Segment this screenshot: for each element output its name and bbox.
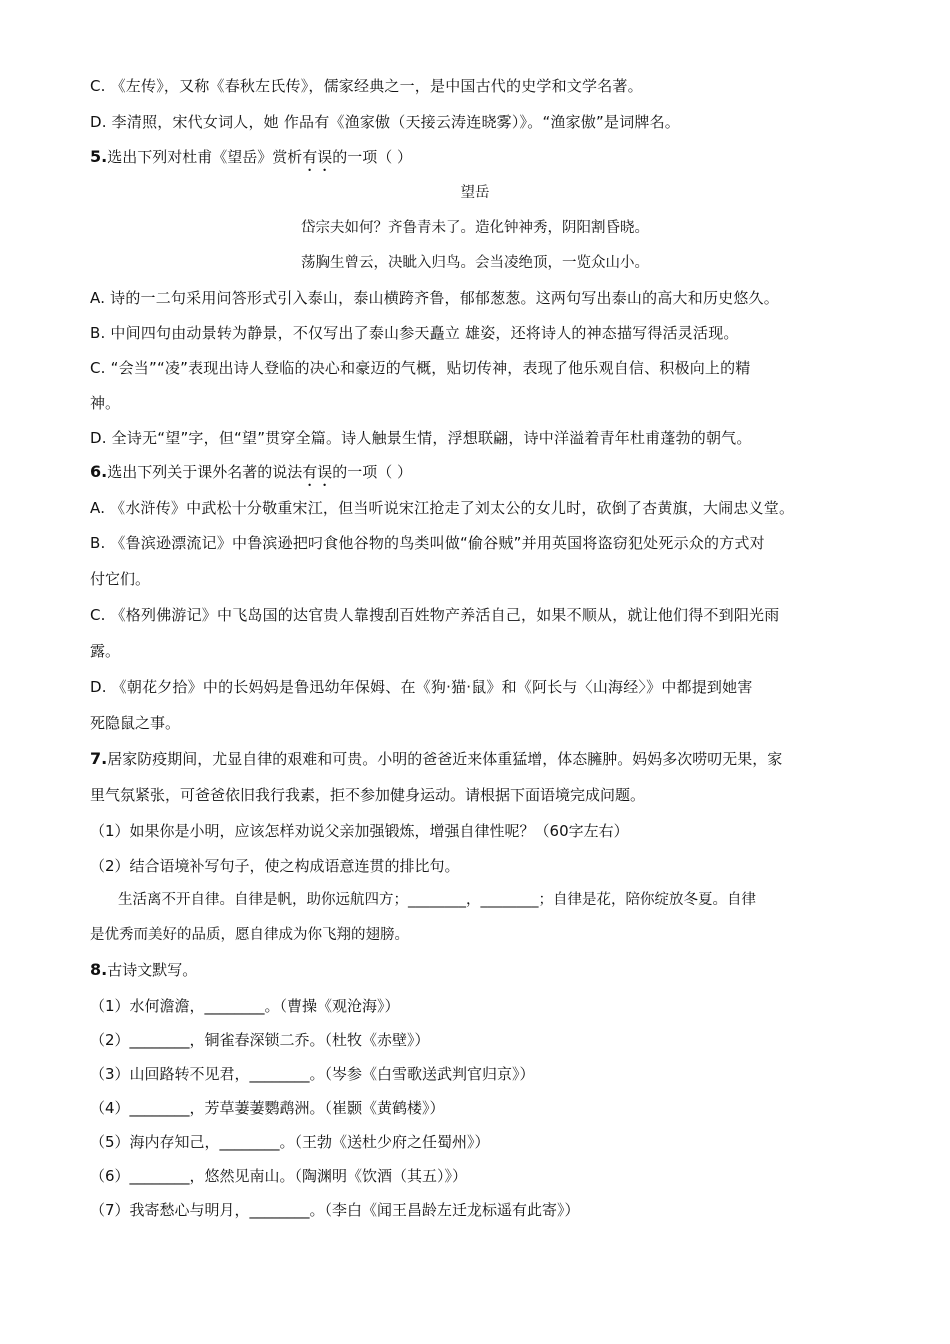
q5-option-d: D. 全诗无“望”字，但“望”贯穿全篇。诗人触景生情，浮想联翩，诗中洋溢着青年杜甫蓬勃的朝气。 [90,429,752,447]
q8-item-3: （3）山回路转不见君，________。（岑参《白雪歌送武判官归京》） [90,1065,535,1083]
q8-stem [90,959,870,981]
q7-stem-text1: 居家防疫期间，尤显自律的艰难和可贵。小明的爸爸近来体重猛增，体态臃肿。妈妈多次唠叨无果，家 [107,750,783,768]
q8-item-7: （7）我寄愁心与明月，________。（李白《闻王昌龄左迁龙标遥有此寄》） [90,1201,580,1219]
poem-line-2: 荡胸生曾云，决眦入归鸟。会当凌绝顶，一览众山小。 [301,255,649,271]
q7-passage-line1: 生活离不开自律。自律是帆，助你远航四方；________，________；自律是花，陪你绽放冬夏。自律 [118,892,756,908]
q6-option-a: A. 《水浒传》中武松十分敬重宋江，但当听说宋江抢走了刘太公的女儿时，砍倒了杏黄旗，大闹忠义堂。 [90,499,795,517]
poem-line-1: 岱宗夫如何？齐鲁青未了。造化钟神秀，阴阳割昏晓。 [301,220,649,236]
q4-option-c: C. 《左传》，又称《春秋左氏传》，儒家经典之一，是中国古代的史学和文学名著。 [90,77,643,95]
q8-item-2: （2）________，铜雀春深锁二乔。（杜牧《赤壁》） [90,1031,430,1049]
q5-option-a: A. 诗的一二句采用问答形式引入泰山，泰山横跨齐鲁，郁郁葱葱。这两句写出泰山的高大和历史悠久。 [90,289,779,307]
q6-number: 6. [90,462,108,481]
q5-stem-post: 的一项（ ） [332,148,413,166]
q7-sub-1: （1）如果你是小明，应该怎样劝说父亲加强锻炼，增强自律性呢？（60字左右） [90,822,629,840]
q6-option-b-line1: B. 《鲁滨逊漂流记》中鲁滨逊把叼食他谷物的鸟类叫做“偷谷贼”并用英国将盗窃犯处死示众的方式对 [90,534,765,552]
q6-option-c-line1: C. 《格列佛游记》中飞岛国的达官贵人靠搜刮百姓物产养活自己，如果不顺从，就让他们得不到阳光雨 [90,606,780,624]
q8-number: 8. [90,960,108,979]
q8-item-1: （1）水何澹澹，________。（曹操《观沧海》） [90,997,400,1015]
q8-item-5: （5）海内存知己，________。（王勃《送杜少府之任蜀州》） [90,1133,490,1151]
q7-sub-2: （2）结合语境补写句子，使之构成语意连贯的排比句。 [90,857,460,875]
q6-option-d-line1: D. 《朝花夕拾》中的长妈妈是鲁迅幼年保姆、在《狗·猫·鼠》和《阿长与〈山海经〉》中都提到她害 [90,678,753,696]
q8-item-6: （6）________，悠然见南山。（陶渊明《饮酒（其五）》） [90,1167,468,1185]
q7-stem-line2: 里气氛紧张，可爸爸依旧我行我素，拒不参加健身运动。请根据下面语境完成问题。 [90,786,646,804]
q6-stem-pre: 选出下列关于课外名著的说法 [107,463,303,481]
q5-option-c-line2: 神。 [90,394,121,412]
q6-option-d-line2: 死隐鼠之事。 [90,714,181,732]
q4-option-d: D. 李清照，宋代女词人，她 作品有《渔家傲（天接云涛连晓雾）》。“渔家傲”是词牌名。 [90,113,681,131]
q5-stem-emphasis: 有误 [302,148,333,166]
q8-stem-text: 古诗文默写。 [107,961,198,979]
q7-stem-line1 [90,748,870,770]
q5-stem-pre: 选出下列对杜甫《望岳》赏析 [107,148,303,166]
q6-stem-post: 的一项（ ） [332,463,413,481]
q6-stem-emphasis: 有误 [302,463,333,481]
q5-option-c-line1: C. “会当”“凌”表现出诗人登临的决心和豪迈的气概，贴切传神，表现了他乐观自信、积极向上的精 [90,359,751,377]
q6-stem [90,461,870,483]
poem-title: 望岳 [460,185,490,201]
q7-passage-line2: 是优秀而美好的品质，愿自律成为你飞翔的翅膀。 [90,927,409,943]
q5-number: 5. [90,147,108,166]
q5-stem [90,146,870,168]
q7-number: 7. [90,749,108,768]
q8-item-4: （4）________，芳草萋萋鹦鹉洲。（崔颢《黄鹤楼》） [90,1099,445,1117]
q6-option-c-line2: 露。 [90,642,121,660]
q6-option-b-line2: 付它们。 [90,570,151,588]
q5-option-b: B. 中间四句由动景转为静景，不仅写出了泰山参天矗立 雄姿，还将诗人的神态描写得活灵活现。 [90,324,739,342]
